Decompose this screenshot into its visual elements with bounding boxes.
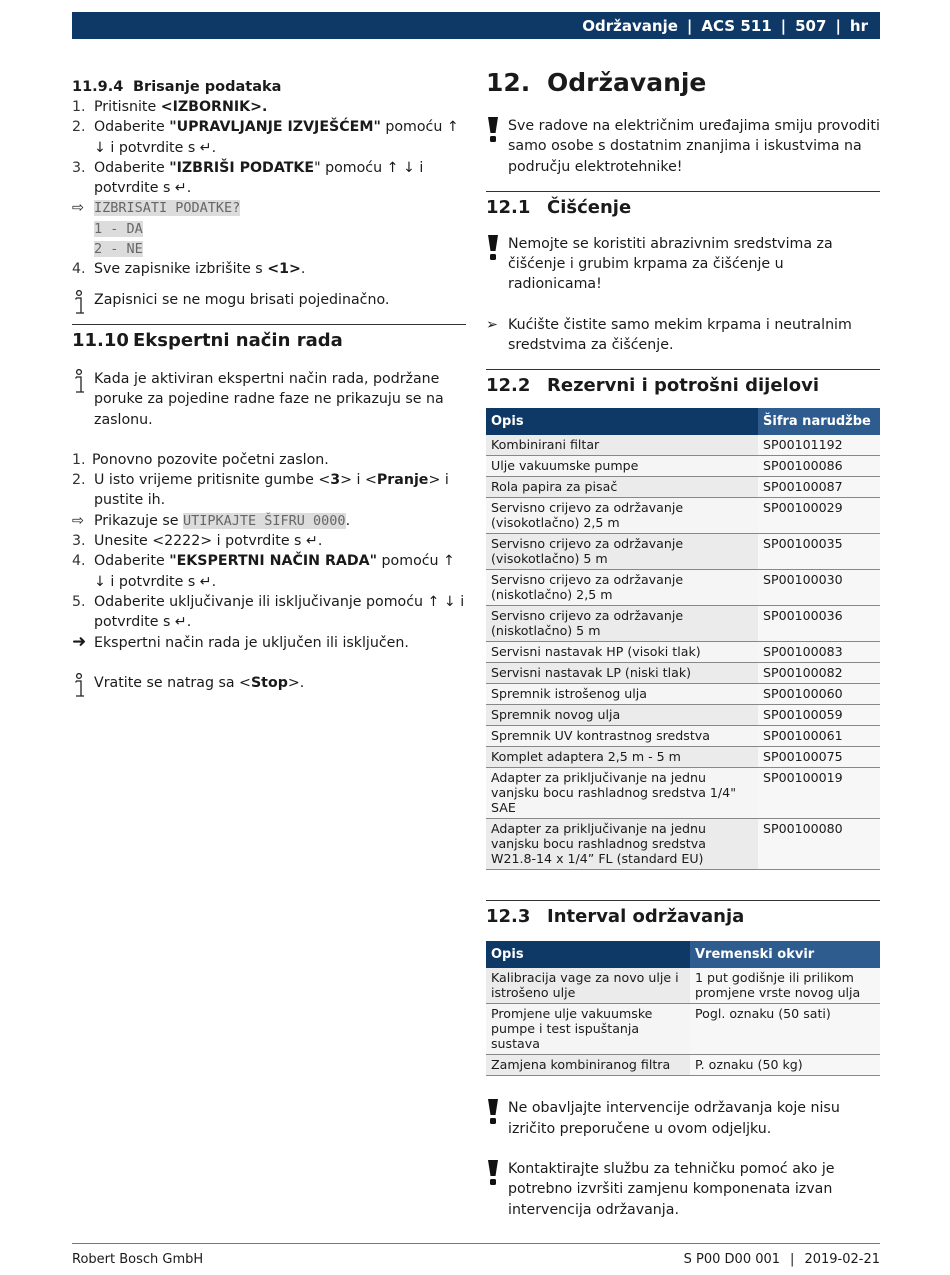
- table-row: Servisno crijevo za održavanje (visokotlačno) 2,5 m SP00100029: [486, 498, 880, 534]
- footer-company: Robert Bosch GmbH: [72, 1252, 204, 1267]
- page-header: [72, 12, 880, 39]
- list-item: 3. Odaberite "IZBRIŠI PODATKE" pomoću ↑ ↓ i potvrdite s ↵.: [72, 159, 424, 197]
- warning-note: Kontaktirajte službu za tehničku pomoć ako je potrebno izvršiti zamjenu komponenata izvan intervencija održavanja.: [486, 1159, 880, 1220]
- table-row: Adapter za priključivanje na jednu vanjsku bocu rashladnog sredstva W21.8-14 x 1/4” FL (standard EU) SP00100080: [486, 819, 880, 870]
- info-icon: [72, 290, 88, 322]
- section-heading-12-2: 12.2 Rezervni i potrošni dijelovi: [486, 369, 880, 396]
- table-row: Spremnik novog ulja SP00100059: [486, 705, 880, 726]
- table-row: Servisni nastavak LP (niski tlak) SP00100082: [486, 663, 880, 684]
- lcd-line: 1 - DA: [94, 220, 143, 237]
- footer-doc-info: [684, 1252, 880, 1267]
- table-row: Kombinirani filtar SP00101192: [486, 435, 880, 456]
- table-header: Opis: [486, 941, 690, 968]
- header-product: ACS 511: [701, 16, 772, 35]
- page-footer: [72, 1243, 880, 1267]
- spare-parts-table: [486, 408, 880, 870]
- list-item: 1. Ponovno pozovite početni zaslon.: [72, 451, 329, 468]
- right-column: [486, 66, 880, 1220]
- left-column: [72, 77, 466, 693]
- chapter-heading-12: 12. Održavanje: [486, 68, 707, 97]
- table-row: Adapter za priključivanje na jednu vanjsku bocu rashladnog sredstva 1/4" SAE SP00100019: [486, 768, 880, 819]
- list-item: 4. Sve zapisnike izbrišite s <1>.: [72, 261, 306, 278]
- table-header: Opis: [486, 408, 758, 435]
- instruction-arrow-icon: ➢: [486, 316, 498, 333]
- table-row: Servisno crijevo za održavanje (visokotlačno) 5 m SP00100035: [486, 534, 880, 570]
- table-header: Vremenski okvir: [690, 941, 880, 968]
- steps-list: [72, 97, 466, 198]
- header-separator: |: [686, 16, 693, 35]
- warning-note: Ne obavljajte intervencije održavanja koje nisu izričito preporučene u ovom odjeljku.: [486, 1098, 880, 1139]
- display-output: [72, 198, 466, 259]
- table-header: Šifra narudžbe: [758, 408, 880, 435]
- warning-note: Nemojte se koristiti abrazivnim sredstvima za čišćenje i grubim krpama za čišćenje u radionicama!: [486, 234, 880, 295]
- list-item: 3. Unesite <2222> i potvrdite s ↵.: [72, 533, 323, 550]
- exclamation-icon: [486, 1098, 500, 1132]
- list-item: 4. Odaberite "EKSPERTNI NAČIN RADA" pomoću ↑ ↓ i potvrdite s ↵.: [72, 553, 455, 590]
- exclamation-icon: [486, 116, 500, 150]
- info-icon: [72, 673, 88, 705]
- table-row: Spremnik istrošenog ulja SP00100060: [486, 684, 880, 705]
- header-language: hr: [849, 16, 868, 35]
- section-heading-12-3: 12.3 Interval održavanja: [486, 900, 880, 927]
- warning-note: Sve radove na električnim uređajima smiju provoditi samo osobe s dostatnim znanjima i iskustvima na području elektrotehnike!: [486, 116, 880, 177]
- header-section: Održavanje: [582, 16, 678, 35]
- table-row: Servisno crijevo za održavanje (niskotlačno) 5 m SP00100036: [486, 606, 880, 642]
- instruction-note: ➢ Kućište čistite samo mekim krpama i neutralnim sredstvima za čišćenje.: [486, 316, 852, 354]
- list-item: 2. U isto vrijeme pritisnite gumbe <3> i <Pranje> i pustite ih.: [72, 472, 449, 509]
- table-row: Spremnik UV kontrastnog sredstva SP00100061: [486, 726, 880, 747]
- list-item: 5. Odaberite uključivanje ili isključivanje pomoću ↑ ↓ i potvrdite s ↵.: [72, 593, 465, 631]
- table-row: Komplet adaptera 2,5 m - 5 m SP00100075: [486, 747, 880, 768]
- lcd-line: IZBRISATI PODATKE?: [94, 200, 241, 217]
- info-note: Vratite se natrag sa <Stop>.: [72, 673, 466, 693]
- table-row: Kalibracija vage za novo ulje i istrošeno ulje 1 put godišnje ili prilikom promjene vrste novog ulja: [486, 968, 880, 1004]
- maintenance-interval-table: [486, 941, 880, 1076]
- display-output: ⇨ Prikazuje se UTIPKAJTE ŠIFRU 0000.: [72, 511, 466, 531]
- steps-list: [72, 450, 466, 511]
- table-row: Ulje vakuumske pumpe SP00100086: [486, 456, 880, 477]
- result-arrow-icon: ➜: [72, 631, 87, 652]
- result-arrow-icon: ⇨: [72, 512, 84, 529]
- info-icon: [72, 369, 88, 401]
- steps-list: [72, 531, 466, 632]
- table-row: Rola papira za pisač SP00100087: [486, 477, 880, 498]
- header-page-number: 507: [795, 16, 827, 35]
- result-note: ➜ Ekspertni način rada je uključen ili isključen.: [72, 631, 409, 652]
- table-row: Promjene ulje vakuumske pumpe i test ispuštanja sustava Pogl. oznaku (50 sati): [486, 1004, 880, 1055]
- exclamation-icon: [486, 234, 500, 268]
- steps-list: [72, 259, 466, 279]
- list-item: 1. Pritisnite <IZBORNIK>.: [72, 99, 268, 115]
- footer-doc-number: S P00 D00 001: [683, 1252, 781, 1267]
- info-note: Zapisnici se ne mogu brisati pojedinačno.: [72, 290, 466, 310]
- footer-date: 2019-02-21: [804, 1252, 880, 1267]
- header-separator: |: [835, 16, 841, 35]
- footer-separator: |: [790, 1252, 795, 1267]
- section-heading-11-10: 11.10 Ekspertni način rada: [72, 324, 466, 351]
- exclamation-icon: [486, 1159, 500, 1193]
- result-arrow-icon: ⇨: [72, 200, 84, 217]
- section-heading-11-9-4: 11.9.4 Brisanje podataka: [72, 79, 282, 95]
- info-note: Kada je aktiviran ekspertni način rada, podržane poruke za pojedine radne faze ne prikazuju se na zaslonu.: [72, 369, 466, 430]
- table-row: Zamjena kombiniranog filtra P. oznaku (50 kg): [486, 1055, 880, 1076]
- table-row: Servisni nastavak HP (visoki tlak) SP00100083: [486, 642, 880, 663]
- lcd-line: 2 - NE: [94, 241, 143, 258]
- table-row: Servisno crijevo za održavanje (niskotlačno) 2,5 m SP00100030: [486, 570, 880, 606]
- lcd-line: UTIPKAJTE ŠIFRU 0000: [183, 512, 346, 529]
- section-heading-12-1: 12.1 Čišćenje: [486, 191, 880, 218]
- list-item: 2. Odaberite "UPRAVLJANJE IZVJEŠĆEM" pomoću ↑ ↓ i potvrdite s ↵.: [72, 119, 459, 156]
- header-separator: |: [780, 16, 787, 35]
